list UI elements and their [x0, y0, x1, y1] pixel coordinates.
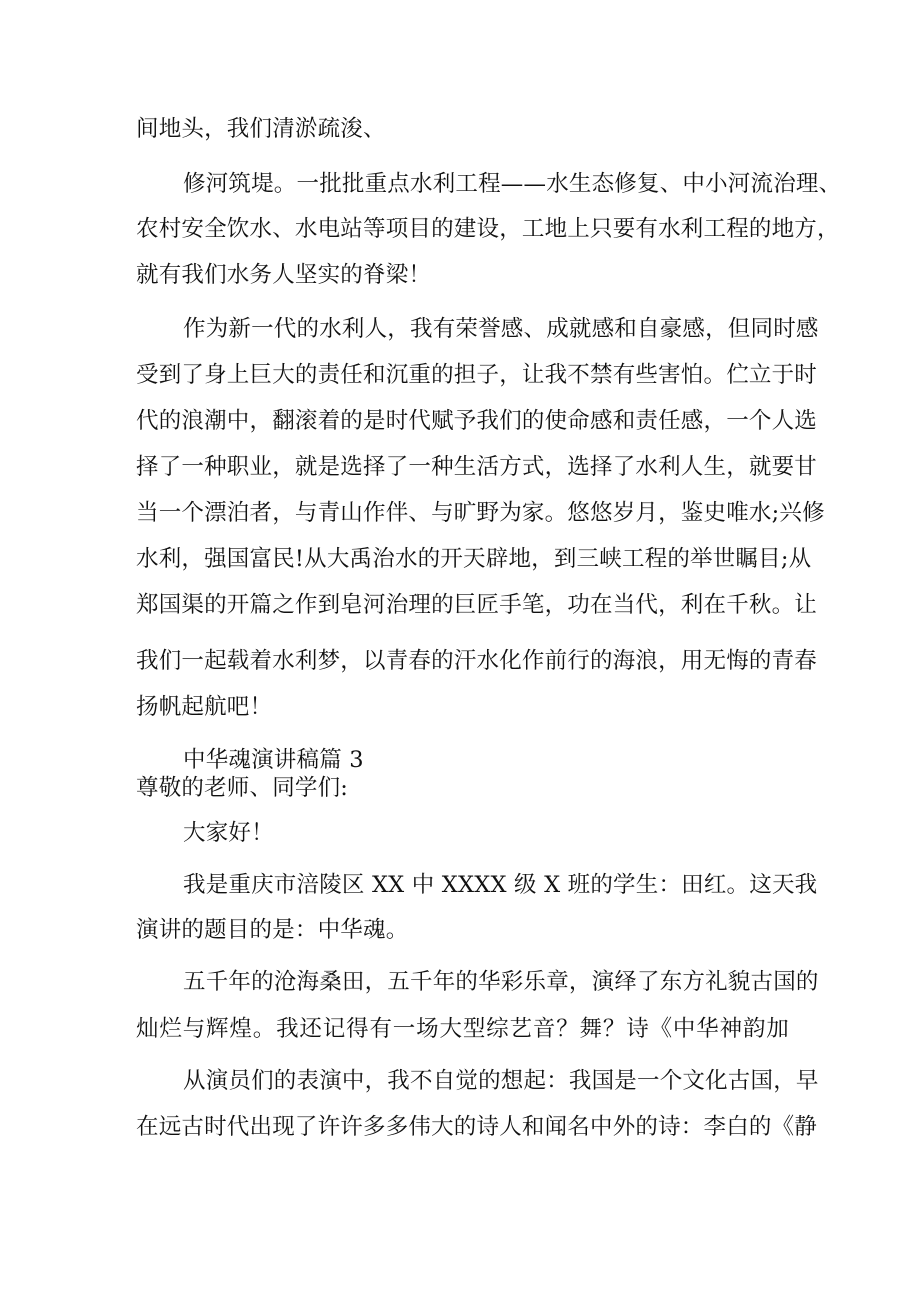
paragraph-5-line-1: 五千年的沧海桑田，五千年的华彩乐章，演绎了东方礼貌古国的	[183, 969, 819, 995]
paragraph-3-line-9: 扬帆起航吧！	[136, 694, 273, 720]
paragraph-3-line-2: 受到了身上巨大的责任和沉重的担子，让我不禁有些害怕。伫立于时	[136, 362, 818, 388]
paragraph-4-line-2: 演讲的题目的是：中华魂。	[136, 917, 409, 943]
paragraph-2-line-1: 修河筑堤。一批批重点水利工程——水生态修复、中小河流治理、	[183, 171, 842, 197]
paragraph-1-line-1: 间地头，我们清淤疏浚、	[136, 116, 386, 142]
paragraph-2-line-3: 就有我们水务人坚实的脊梁！	[136, 262, 432, 288]
paragraph-3-line-3: 代的浪潮中，翻滚着的是时代赋予我们的使命感和责任感，一个人选	[136, 408, 818, 434]
paragraph-6-line-1: 从演员们的表演中，我不自觉的想起：我国是一个文化古国，早	[183, 1068, 819, 1094]
paragraph-3-line-7: 郑国渠的开篇之作到皂河治理的巨匠手笔，功在当代，利在千秋。让	[136, 592, 818, 618]
section-title: 中华魂演讲稿篇 3	[183, 747, 364, 773]
paragraph-3-line-6: 水利，强国富民!从大禹治水的开天辟地，到三峡工程的举世瞩目;从	[136, 546, 812, 572]
paragraph-4-line-1: 我是重庆市涪陵区 XX 中 XXXX 级 X 班的学生：田红。这天我	[183, 872, 818, 898]
greeting: 大家好！	[183, 820, 274, 846]
paragraph-2-line-2: 农村安全饮水、水电站等项目的建设，工地上只要有水利工程的地方，	[136, 216, 840, 242]
paragraph-5-line-2: 灿烂与辉煌。我还记得有一场大型综艺音？舞？诗《中华神韵加	[136, 1016, 789, 1042]
salutation: 尊敬的老师、同学们:	[136, 775, 349, 801]
paragraph-3-line-1: 作为新一代的水利人，我有荣誉感、成就感和自豪感，但同时感	[183, 316, 819, 342]
paragraph-3-line-5: 当一个漂泊者，与青山作伴、与旷野为家。悠悠岁月，鉴史唯水;兴修	[136, 500, 825, 526]
paragraph-3-line-4: 择了一种职业，就是选择了一种生活方式，选择了水利人生，就要甘	[136, 454, 818, 480]
paragraph-6-line-2: 在远古时代出现了许许多多伟大的诗人和闻名中外的诗：李白的《静	[136, 1114, 818, 1140]
paragraph-3-line-8: 我们一起载着水利梦，以青春的汗水化作前行的海浪，用无悔的青春	[136, 648, 818, 674]
